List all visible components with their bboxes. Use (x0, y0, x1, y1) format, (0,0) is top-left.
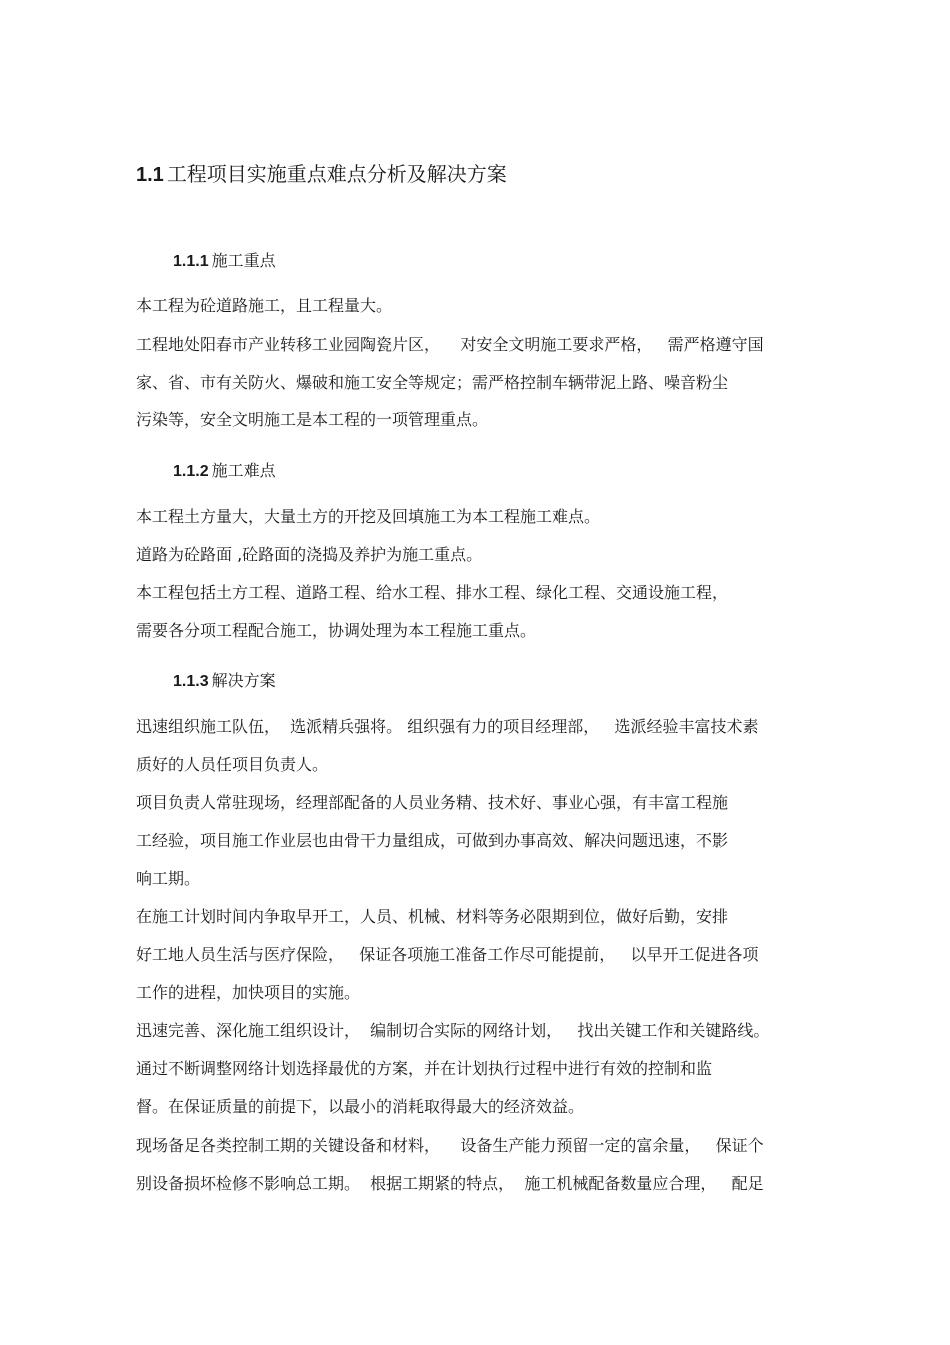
heading-number: 1.1 (136, 164, 164, 186)
paragraph-line: 响工期。 (136, 869, 201, 888)
paragraph-line: 质好的人员任项目负责人。 (136, 755, 329, 774)
paragraph-line: 工作的进程，加快项目的实施。 (136, 983, 361, 1002)
paragraph-line: 本工程土方量大，大量土方的开挖及回填施工为本工程施工难点。 (136, 507, 601, 526)
subheading-number: 1.1.1 (173, 253, 209, 270)
paragraph-line: 迅速组织施工队伍， 选派精兵强将。 组织强有力的项目经理部， 选派经验丰富技术素 (136, 717, 759, 736)
paragraph-line: 工程地处阳春市产业转移工业园陶瓷片区， 对安全文明施工要求严格， 需严格遵守国 (136, 335, 764, 354)
paragraph-line: 督。在保证质量的前提下，以最小的消耗取得最大的经济效益。 (136, 1097, 585, 1116)
paragraph-line: 现场备足各类控制工期的关键设备和材料， 设备生产能力预留一定的富余量， 保证个 (136, 1136, 764, 1155)
paragraph-line: 通过不断调整网络计划选择最优的方案，并在计划执行过程中进行有效的控制和监 (136, 1059, 713, 1078)
heading-title: 工程项目实施重点难点分析及解决方案 (166, 162, 507, 186)
paragraph-line: 本工程为砼道路施工，且工程量大。 (136, 296, 393, 315)
subheading-title: 施工难点 (211, 461, 276, 480)
paragraph-line: 本工程包括土方工程、道路工程、给水工程、排水工程、绿化工程、交通设施工程， (136, 583, 729, 602)
paragraph-line: 项目负责人常驻现场，经理部配备的人员业务精、技术好、事业心强，有丰富工程施 (136, 793, 729, 812)
paragraph-line: 工经验，项目施工作业层也由骨干力量组成，可做到办事高效、解决问题迅速，不影 (136, 831, 729, 850)
subheading-1-1-2 (173, 460, 276, 483)
paragraph-line: 别设备损坏检修不影响总工期。 根据工期紧的特点， 施工机械配备数量应合理， 配足 (136, 1174, 764, 1193)
paragraph-line: 污染等，安全文明施工是本工程的一项管理重点。 (136, 410, 489, 429)
section-heading-1-1 (136, 160, 507, 189)
subheading-number: 1.1.3 (173, 673, 209, 690)
subheading-title: 施工重点 (211, 251, 276, 270)
subheading-1-1-1 (173, 250, 276, 273)
paragraph-line: 道路为砼路面 ,砼路面的浇捣及养护为施工重点。 (136, 545, 483, 564)
paragraph-line: 迅速完善、深化施工组织设计， 编制切合实际的网络计划， 找出关键工作和关键路线。 (136, 1021, 770, 1040)
paragraph-line: 需要各分项工程配合施工，协调处理为本工程施工重点。 (136, 621, 537, 640)
paragraph-line: 在施工计划时间内争取早开工，人员、机械、材料等务必限期到位，做好后勤，安排 (136, 907, 729, 926)
subheading-title: 解决方案 (211, 671, 276, 690)
paragraph-line: 家、省、市有关防火、爆破和施工安全等规定；需严格控制车辆带泥上路、噪音粉尘 (136, 373, 729, 392)
paragraph-line: 好工地人员生活与医疗保险， 保证各项施工准备工作尽可能提前， 以早开工促进各项 (136, 945, 759, 964)
subheading-number: 1.1.2 (173, 463, 209, 480)
subheading-1-1-3 (173, 670, 276, 693)
